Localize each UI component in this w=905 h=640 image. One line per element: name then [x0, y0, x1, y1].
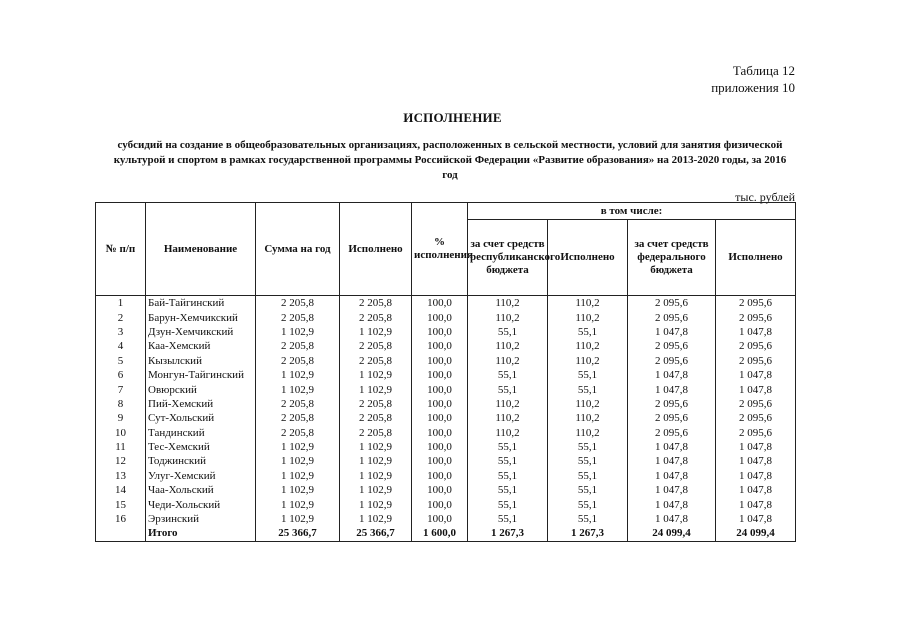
- cell-executed: 1 102,9: [340, 497, 412, 511]
- document-subtitle: субсидий на создание в общеобразовательных организациях, расположенных в сельской местности, условий для занятия физической культурой и спортом в рамках государственной программы Российской Федерации «Развитие образования» на 2013-2020 годы, за 2016 год: [113, 139, 787, 181]
- cell-percent: 100,0: [412, 354, 468, 368]
- cell-rep-executed: 110,2: [548, 310, 628, 324]
- cell-fed-budget: 24 099,4: [628, 526, 716, 541]
- cell-num: 1: [96, 296, 146, 311]
- cell-fed-executed: 2 095,6: [716, 296, 796, 311]
- cell-rep-budget: 110,2: [468, 296, 548, 311]
- cell-rep-executed: 55,1: [548, 497, 628, 511]
- cell-percent: 100,0: [412, 339, 468, 353]
- cell-sum-year: 1 102,9: [256, 497, 340, 511]
- cell-rep-executed: 110,2: [548, 354, 628, 368]
- cell-num: [96, 526, 146, 541]
- cell-rep-executed: 55,1: [548, 469, 628, 483]
- cell-fed-executed: 1 047,8: [716, 454, 796, 468]
- cell-fed-budget: 2 095,6: [628, 310, 716, 324]
- cell-name: Сут-Хольский: [146, 411, 256, 425]
- cell-sum-year: 2 205,8: [256, 339, 340, 353]
- units-label: тыс. рублей: [735, 190, 795, 204]
- cell-name: Итого: [146, 526, 256, 541]
- document-title: ИСПОЛНЕНИЕ: [403, 110, 502, 125]
- cell-sum-year: 1 102,9: [256, 469, 340, 483]
- cell-rep-budget: 55,1: [468, 483, 548, 497]
- cell-fed-budget: 2 095,6: [628, 426, 716, 440]
- cell-num: 15: [96, 497, 146, 511]
- cell-num: 6: [96, 368, 146, 382]
- cell-rep-budget: 110,2: [468, 411, 548, 425]
- cell-name: Монгун-Тайгинский: [146, 368, 256, 382]
- cell-name: Чеди-Хольский: [146, 497, 256, 511]
- cell-num: 10: [96, 426, 146, 440]
- cell-fed-executed: 1 047,8: [716, 512, 796, 526]
- cell-name: Барун-Хемчикский: [146, 310, 256, 324]
- cell-fed-executed: 1 047,8: [716, 483, 796, 497]
- cell-fed-executed: 2 095,6: [716, 339, 796, 353]
- cell-rep-budget: 55,1: [468, 382, 548, 396]
- table-row: [96, 497, 796, 511]
- cell-rep-budget: 55,1: [468, 497, 548, 511]
- cell-executed: 2 205,8: [340, 354, 412, 368]
- table-row: [96, 382, 796, 396]
- cell-percent: 100,0: [412, 440, 468, 454]
- cell-sum-year: 2 205,8: [256, 354, 340, 368]
- cell-executed: 1 102,9: [340, 512, 412, 526]
- header-num: № п/п: [96, 203, 146, 296]
- cell-rep-executed: 55,1: [548, 368, 628, 382]
- cell-rep-budget: 110,2: [468, 310, 548, 324]
- cell-executed: 2 205,8: [340, 296, 412, 311]
- header-fed-budget: за счет средств федерального бюджета: [628, 220, 716, 296]
- cell-executed: 1 102,9: [340, 440, 412, 454]
- cell-rep-executed: 110,2: [548, 339, 628, 353]
- cell-rep-executed: 55,1: [548, 483, 628, 497]
- cell-name: Тоджинский: [146, 454, 256, 468]
- cell-rep-budget: 55,1: [468, 469, 548, 483]
- header-percent: % исполнения: [412, 203, 468, 296]
- cell-fed-executed: 1 047,8: [716, 497, 796, 511]
- cell-executed: 2 205,8: [340, 339, 412, 353]
- cell-fed-budget: 2 095,6: [628, 354, 716, 368]
- cell-name: Улуг-Хемский: [146, 469, 256, 483]
- cell-rep-budget: 55,1: [468, 368, 548, 382]
- cell-fed-budget: 1 047,8: [628, 454, 716, 468]
- table-row: [96, 339, 796, 353]
- cell-executed: 1 102,9: [340, 469, 412, 483]
- header-sum-year: Сумма на год: [256, 203, 340, 296]
- table-row: [96, 296, 796, 311]
- cell-rep-budget: 55,1: [468, 325, 548, 339]
- table-row: [96, 426, 796, 440]
- cell-percent: 100,0: [412, 469, 468, 483]
- cell-rep-executed: 110,2: [548, 397, 628, 411]
- cell-sum-year: 25 366,7: [256, 526, 340, 541]
- cell-fed-executed: 2 095,6: [716, 397, 796, 411]
- table-row: [96, 454, 796, 468]
- cell-rep-executed: 55,1: [548, 454, 628, 468]
- cell-rep-executed: 110,2: [548, 296, 628, 311]
- table-row: [96, 469, 796, 483]
- cell-name: Пий-Хемский: [146, 397, 256, 411]
- cell-sum-year: 1 102,9: [256, 483, 340, 497]
- cell-fed-budget: 1 047,8: [628, 469, 716, 483]
- cell-sum-year: 2 205,8: [256, 426, 340, 440]
- cell-rep-budget: 110,2: [468, 426, 548, 440]
- cell-rep-executed: 55,1: [548, 382, 628, 396]
- cell-percent: 100,0: [412, 397, 468, 411]
- cell-percent: 100,0: [412, 368, 468, 382]
- header-rep-executed: Исполнено: [548, 220, 628, 296]
- cell-rep-budget: 1 267,3: [468, 526, 548, 541]
- cell-executed: 1 102,9: [340, 454, 412, 468]
- cell-fed-budget: 1 047,8: [628, 483, 716, 497]
- cell-fed-executed: 24 099,4: [716, 526, 796, 541]
- cell-name: Овюрский: [146, 382, 256, 396]
- cell-sum-year: 2 205,8: [256, 411, 340, 425]
- cell-fed-budget: 1 047,8: [628, 497, 716, 511]
- cell-fed-budget: 1 047,8: [628, 368, 716, 382]
- table-row: [96, 411, 796, 425]
- cell-rep-budget: 110,2: [468, 397, 548, 411]
- cell-name: Кызылский: [146, 354, 256, 368]
- cell-rep-executed: 55,1: [548, 440, 628, 454]
- cell-rep-budget: 55,1: [468, 512, 548, 526]
- cell-fed-executed: 2 095,6: [716, 354, 796, 368]
- cell-name: Дзун-Хемчикский: [146, 325, 256, 339]
- cell-executed: 2 205,8: [340, 426, 412, 440]
- appendix-reference: приложения 10: [711, 80, 795, 95]
- cell-fed-executed: 2 095,6: [716, 310, 796, 324]
- cell-percent: 100,0: [412, 411, 468, 425]
- cell-rep-executed: 1 267,3: [548, 526, 628, 541]
- table-row: [96, 397, 796, 411]
- table-row: [96, 368, 796, 382]
- cell-percent: 100,0: [412, 454, 468, 468]
- cell-sum-year: 1 102,9: [256, 325, 340, 339]
- table-row: [96, 310, 796, 324]
- cell-fed-executed: 1 047,8: [716, 368, 796, 382]
- cell-rep-budget: 110,2: [468, 354, 548, 368]
- cell-fed-executed: 1 047,8: [716, 469, 796, 483]
- cell-sum-year: 2 205,8: [256, 397, 340, 411]
- cell-percent: 100,0: [412, 382, 468, 396]
- header-including: в том числе:: [468, 203, 796, 220]
- cell-rep-executed: 55,1: [548, 325, 628, 339]
- cell-fed-budget: 1 047,8: [628, 325, 716, 339]
- cell-name: Каа-Хемский: [146, 339, 256, 353]
- cell-percent: 100,0: [412, 310, 468, 324]
- cell-percent: 100,0: [412, 512, 468, 526]
- table-row: [96, 440, 796, 454]
- header-executed: Исполнено: [340, 203, 412, 296]
- table-number: Таблица 12: [732, 63, 795, 78]
- cell-num: 16: [96, 512, 146, 526]
- cell-num: 4: [96, 339, 146, 353]
- cell-percent: 1 600,0: [412, 526, 468, 541]
- cell-fed-executed: 1 047,8: [716, 440, 796, 454]
- cell-num: 8: [96, 397, 146, 411]
- cell-num: 12: [96, 454, 146, 468]
- cell-percent: 100,0: [412, 296, 468, 311]
- cell-name: Чаа-Хольский: [146, 483, 256, 497]
- cell-num: 11: [96, 440, 146, 454]
- cell-fed-budget: 1 047,8: [628, 382, 716, 396]
- execution-table: [95, 202, 796, 542]
- cell-fed-budget: 2 095,6: [628, 296, 716, 311]
- total-row: [96, 526, 796, 541]
- cell-name: Эрзинский: [146, 512, 256, 526]
- cell-sum-year: 1 102,9: [256, 382, 340, 396]
- cell-rep-executed: 55,1: [548, 512, 628, 526]
- cell-percent: 100,0: [412, 426, 468, 440]
- cell-sum-year: 2 205,8: [256, 310, 340, 324]
- table-row: [96, 325, 796, 339]
- cell-sum-year: 2 205,8: [256, 296, 340, 311]
- cell-fed-budget: 2 095,6: [628, 411, 716, 425]
- cell-executed: 2 205,8: [340, 411, 412, 425]
- cell-num: 3: [96, 325, 146, 339]
- cell-percent: 100,0: [412, 483, 468, 497]
- cell-num: 5: [96, 354, 146, 368]
- cell-rep-executed: 110,2: [548, 411, 628, 425]
- cell-executed: 1 102,9: [340, 382, 412, 396]
- table-row: [96, 483, 796, 497]
- cell-rep-budget: 110,2: [468, 339, 548, 353]
- cell-fed-budget: 2 095,6: [628, 397, 716, 411]
- cell-percent: 100,0: [412, 497, 468, 511]
- cell-executed: 1 102,9: [340, 368, 412, 382]
- table-body: [96, 296, 796, 542]
- cell-fed-executed: 1 047,8: [716, 382, 796, 396]
- cell-name: Бай-Тайгинский: [146, 296, 256, 311]
- cell-sum-year: 1 102,9: [256, 440, 340, 454]
- cell-fed-budget: 1 047,8: [628, 440, 716, 454]
- cell-name: Тандинский: [146, 426, 256, 440]
- cell-sum-year: 1 102,9: [256, 512, 340, 526]
- cell-fed-budget: 1 047,8: [628, 512, 716, 526]
- cell-num: 2: [96, 310, 146, 324]
- cell-num: 9: [96, 411, 146, 425]
- cell-rep-budget: 55,1: [468, 440, 548, 454]
- cell-name: Тес-Хемский: [146, 440, 256, 454]
- cell-num: 14: [96, 483, 146, 497]
- table-row: [96, 512, 796, 526]
- cell-num: 13: [96, 469, 146, 483]
- cell-fed-budget: 2 095,6: [628, 339, 716, 353]
- header-fed-executed: Исполнено: [716, 220, 796, 296]
- cell-rep-executed: 110,2: [548, 426, 628, 440]
- cell-sum-year: 1 102,9: [256, 368, 340, 382]
- cell-fed-executed: 2 095,6: [716, 426, 796, 440]
- cell-percent: 100,0: [412, 325, 468, 339]
- cell-fed-executed: 2 095,6: [716, 411, 796, 425]
- cell-fed-executed: 1 047,8: [716, 325, 796, 339]
- cell-num: 7: [96, 382, 146, 396]
- cell-sum-year: 1 102,9: [256, 454, 340, 468]
- cell-executed: 2 205,8: [340, 310, 412, 324]
- cell-rep-budget: 55,1: [468, 454, 548, 468]
- cell-executed: 25 366,7: [340, 526, 412, 541]
- header-rep-budget: за счет средств республиканского бюджета: [468, 220, 548, 296]
- table-reference: [711, 62, 795, 96]
- cell-executed: 1 102,9: [340, 483, 412, 497]
- cell-executed: 1 102,9: [340, 325, 412, 339]
- table-row: [96, 354, 796, 368]
- header-name: Наименование: [146, 203, 256, 296]
- cell-executed: 2 205,8: [340, 397, 412, 411]
